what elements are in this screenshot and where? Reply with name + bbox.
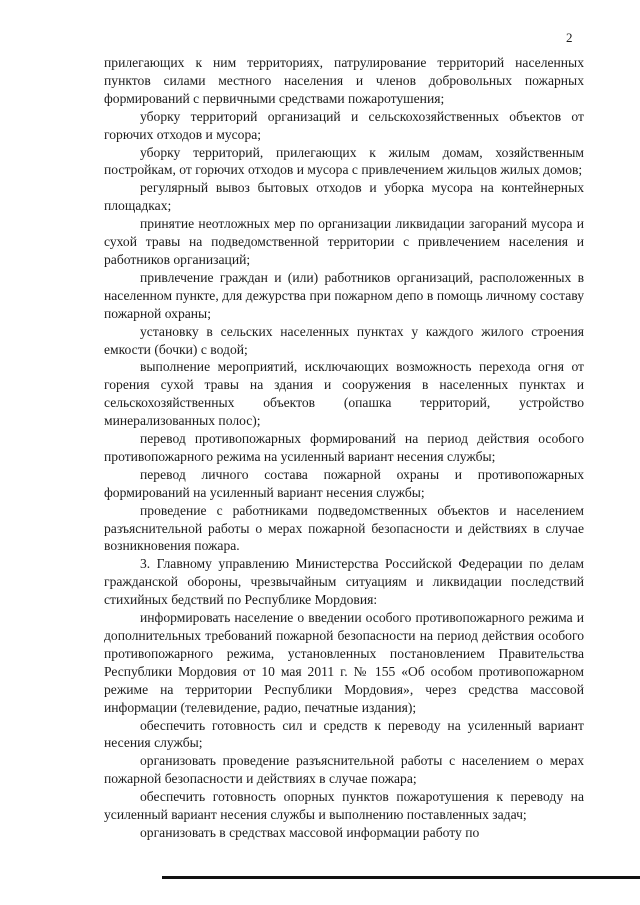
- paragraph: информировать население о введении особого противопожарного режима и дополнительных требований пожарной безопасности на период действия особого противопожарного режима, установленных постановлением Правительства Республики Мордовия от 10 мая 2011 г. № 155 «Об особом противопожарном режиме на территории Республики Мордовия», через средства массовой информации (телевидение, радио, печатные издания);: [104, 610, 584, 715]
- page-number: 2: [566, 30, 573, 45]
- paragraph: обеспечить готовность сил и средств к переводу на усиленный вариант несения службы;: [104, 717, 584, 751]
- paragraph: прилегающих к ним территориях, патрулирование территорий населенных пунктов силами местного населения и членов добровольных пожарных формирований с первичными средствами пожаротушения;: [104, 55, 584, 106]
- paragraph: принятие неотложных мер по организации ликвидации загораний мусора и сухой травы на подведомственной территории с привлечением населения и работников организаций;: [104, 216, 584, 267]
- paragraph: обеспечить готовность опорных пунктов пожаротушения к переводу на усиленный вариант несения службы и выполнению поставленных задач;: [104, 789, 584, 823]
- paragraph: установку в сельских населенных пунктах у каждого жилого строения емкости (бочки) с водой;: [104, 323, 584, 357]
- bottom-scan-edge: [162, 876, 640, 879]
- paragraph: перевод личного состава пожарной охраны и противопожарных формирований на усиленный вариант несения службы;: [104, 466, 584, 500]
- paragraph: перевод противопожарных формирований на период действия особого противопожарного режима на усиленный вариант несения службы;: [104, 431, 584, 464]
- paragraph: организовать в средствах массовой информации работу по: [140, 824, 480, 840]
- paragraph: уборку территорий, прилегающих к жилым домам, хозяйственным постройкам, от горючих отходов и мусора с привлечением жильцов жилых домов;: [104, 144, 584, 178]
- paragraph: организовать проведение разъяснительной работы с населением о мерах пожарной безопасности и действиях в случае пожара;: [104, 753, 584, 787]
- paragraph: привлечение граждан и (или) работников организаций, расположенных в населенном пункте, для дежурства при пожарном депо в помощь личному составу пожарной охраны;: [104, 269, 584, 321]
- paragraph: 3. Главному управлению Министерства Российской Федерации по делам гражданской обороны, чрезвычайным ситуациям и ликвидации последствий стихийных бедствий по Республике Мордовия:: [104, 556, 584, 608]
- paragraph: проведение с работниками подведомственных объектов и населением разъяснительной работы о мерах пожарной безопасности и действиях в случае возникновения пожара.: [104, 502, 584, 554]
- paragraph: выполнение мероприятий, исключающих возможность перехода огня от горения сухой травы на здания и сооружения в населенных пунктах и сельскохозяйственных объектов (опашка территорий, устройство минерализованных полос);: [104, 359, 584, 429]
- paragraph: уборку территорий организаций и сельскохозяйственных объектов от горючих отходов и мусора;: [104, 108, 584, 142]
- document-body: [104, 54, 584, 842]
- paragraph: регулярный вывоз бытовых отходов и уборка мусора на контейнерных площадках;: [104, 180, 584, 214]
